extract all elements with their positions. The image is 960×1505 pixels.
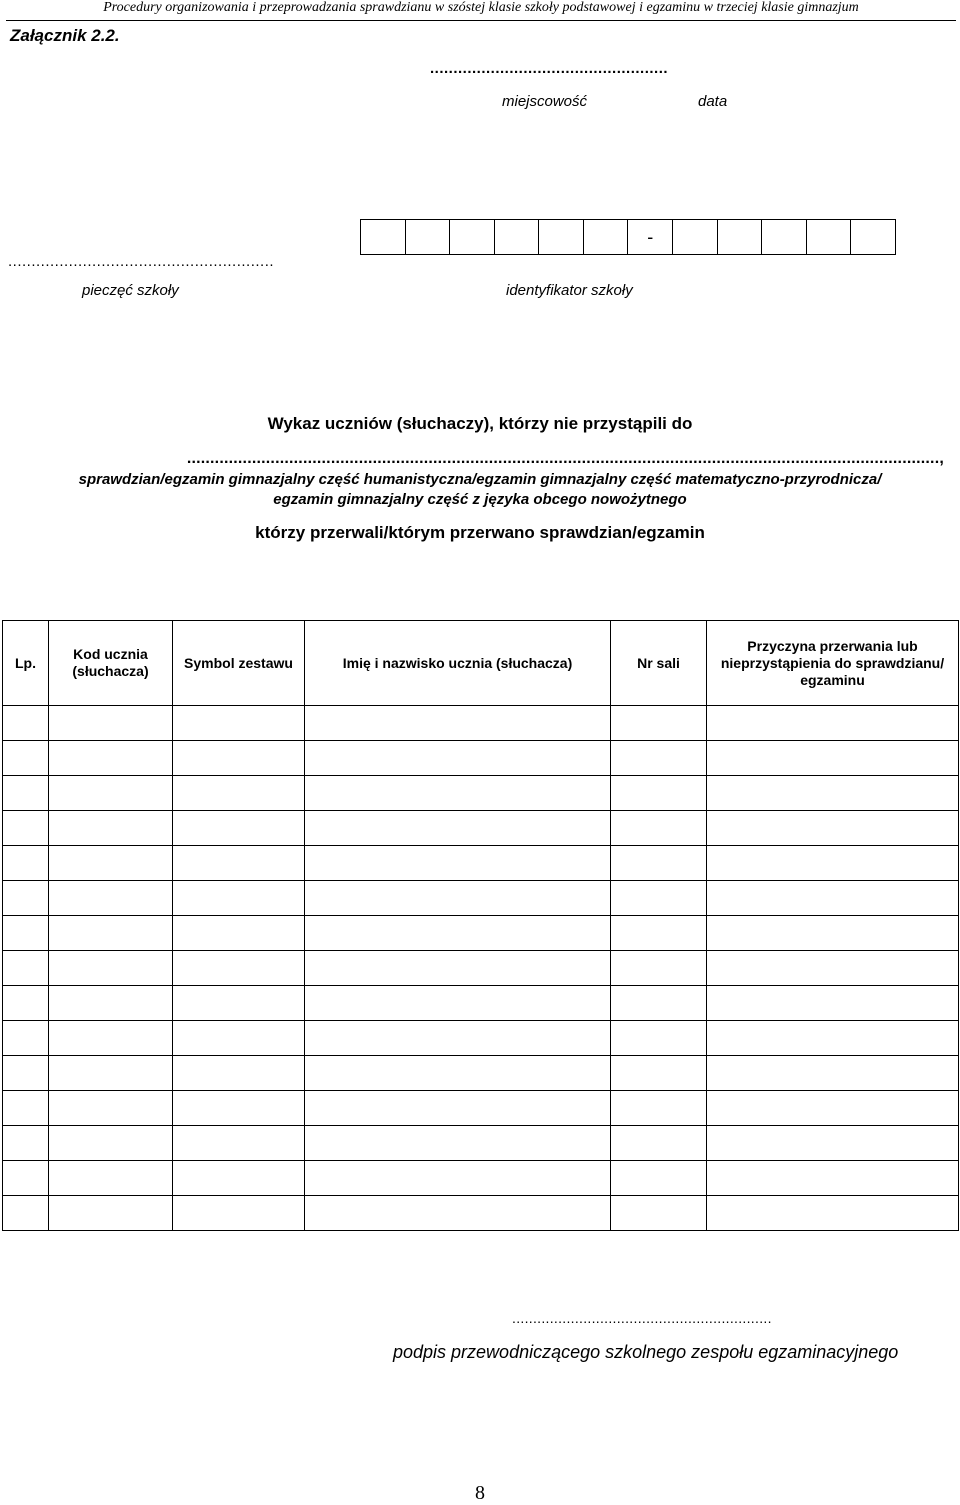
- table-cell[interactable]: [173, 1126, 305, 1161]
- table-cell[interactable]: [305, 776, 611, 811]
- exam-type-list: [0, 470, 960, 510]
- school-id-box[interactable]: [361, 220, 406, 254]
- school-id-box[interactable]: [495, 220, 540, 254]
- table-cell[interactable]: [305, 1056, 611, 1091]
- signature-dots: ..............................................................: [512, 1310, 772, 1326]
- table-cell[interactable]: [611, 1161, 707, 1196]
- table-cell[interactable]: [49, 846, 173, 881]
- table-cell[interactable]: [611, 1091, 707, 1126]
- table-cell[interactable]: [305, 986, 611, 1021]
- table-cell[interactable]: [3, 951, 49, 986]
- school-id-box[interactable]: [673, 220, 718, 254]
- table-cell[interactable]: [707, 776, 959, 811]
- table-cell[interactable]: [173, 916, 305, 951]
- table-cell[interactable]: [611, 916, 707, 951]
- table-cell[interactable]: [305, 706, 611, 741]
- school-id-box[interactable]: [762, 220, 807, 254]
- page-number: 8: [475, 1482, 485, 1504]
- table-row: [3, 846, 959, 881]
- table-cell[interactable]: [3, 1161, 49, 1196]
- table-cell[interactable]: [707, 846, 959, 881]
- table-cell[interactable]: [707, 706, 959, 741]
- table-cell[interactable]: [611, 951, 707, 986]
- exam-type-line-2: egzamin gimnazjalny część z języka obcego nowożytnego: [273, 491, 687, 508]
- table-cell[interactable]: [3, 776, 49, 811]
- table-row: [3, 951, 959, 986]
- table-cell[interactable]: [3, 1021, 49, 1056]
- table-cell[interactable]: [3, 811, 49, 846]
- table-cell[interactable]: [49, 776, 173, 811]
- col-header-lp: Lp.: [3, 621, 49, 706]
- table-cell[interactable]: [3, 1056, 49, 1091]
- table-cell[interactable]: [49, 741, 173, 776]
- table-cell[interactable]: [305, 951, 611, 986]
- table-cell[interactable]: [173, 1056, 305, 1091]
- document-subtitle: którzy przerwali/którym przerwano sprawdzian/egzamin: [255, 523, 705, 542]
- table-row: [3, 1091, 959, 1126]
- place-date-dots: ...................................................: [430, 60, 669, 77]
- table-cell[interactable]: [3, 706, 49, 741]
- table-row: [3, 741, 959, 776]
- table-row: [3, 706, 959, 741]
- school-id-label: identyfikator szkoły: [506, 282, 633, 299]
- table-cell[interactable]: [305, 1196, 611, 1231]
- school-id-box[interactable]: [539, 220, 584, 254]
- table-cell[interactable]: [3, 881, 49, 916]
- table-header-row: [3, 621, 959, 706]
- table-cell[interactable]: [173, 741, 305, 776]
- col-header-student-code: Kod ucznia (słuchacza): [49, 621, 173, 706]
- table-row: [3, 811, 959, 846]
- col-header-set-symbol: Symbol zestawu: [173, 621, 305, 706]
- table-cell[interactable]: [173, 846, 305, 881]
- table-row: [3, 986, 959, 1021]
- table-cell[interactable]: [3, 986, 49, 1021]
- table-cell[interactable]: [611, 1021, 707, 1056]
- table-cell[interactable]: [305, 881, 611, 916]
- table-cell[interactable]: [49, 951, 173, 986]
- col-header-student-name: Imię i nazwisko ucznia (słuchacza): [305, 621, 611, 706]
- annex-label: Załącznik 2.2.: [10, 26, 120, 45]
- running-header: Procedury organizowania i przeprowadzania sprawdzianu w szóstej klasie szkoły podstawowej i egzaminu w trzeciej klasie gimnazjum: [103, 0, 859, 15]
- table-cell[interactable]: [173, 1161, 305, 1196]
- col-header-reason: Przyczyna przerwania lub nieprzystąpienia do sprawdzianu/ egzaminu: [707, 621, 959, 706]
- school-id-box[interactable]: [807, 220, 852, 254]
- table-cell[interactable]: [611, 846, 707, 881]
- table-cell[interactable]: [3, 741, 49, 776]
- col-header-room: Nr sali: [611, 621, 707, 706]
- table-cell[interactable]: [173, 1021, 305, 1056]
- school-id-boxes: [360, 219, 896, 255]
- table-cell[interactable]: [707, 951, 959, 986]
- table-cell[interactable]: [173, 1091, 305, 1126]
- school-id-box[interactable]: [584, 220, 629, 254]
- table-cell[interactable]: [49, 1021, 173, 1056]
- signature-label: podpis przewodniczącego szkolnego zespołu egzaminacyjnego: [393, 1342, 899, 1362]
- table-cell[interactable]: [611, 986, 707, 1021]
- table-cell[interactable]: [707, 986, 959, 1021]
- table-row: [3, 776, 959, 811]
- table-cell[interactable]: [707, 811, 959, 846]
- table-cell[interactable]: [49, 1196, 173, 1231]
- header-rule: [6, 20, 956, 21]
- table-cell[interactable]: [173, 986, 305, 1021]
- table-cell[interactable]: [3, 1196, 49, 1231]
- table-cell[interactable]: [49, 1056, 173, 1091]
- table-cell[interactable]: [707, 881, 959, 916]
- table-cell[interactable]: [305, 1126, 611, 1161]
- table-cell[interactable]: [707, 1021, 959, 1056]
- table-row: [3, 1021, 959, 1056]
- table-cell[interactable]: [3, 1091, 49, 1126]
- place-label: miejscowość: [502, 93, 588, 110]
- table-cell[interactable]: [611, 1196, 707, 1231]
- table-cell[interactable]: [707, 916, 959, 951]
- table-cell[interactable]: [305, 1091, 611, 1126]
- table-cell[interactable]: [707, 1161, 959, 1196]
- stamp-dots: .........................................................: [8, 253, 275, 270]
- table-cell[interactable]: [707, 741, 959, 776]
- table-row: [3, 916, 959, 951]
- table-cell[interactable]: [707, 1091, 959, 1126]
- table-cell[interactable]: [611, 706, 707, 741]
- stamp-label: pieczęć szkoły: [82, 282, 179, 299]
- table-cell[interactable]: [611, 1056, 707, 1091]
- table-row: [3, 881, 959, 916]
- table-cell[interactable]: [611, 881, 707, 916]
- table-cell[interactable]: [305, 1021, 611, 1056]
- table-cell[interactable]: [611, 811, 707, 846]
- table-cell[interactable]: [611, 776, 707, 811]
- table-cell[interactable]: [49, 916, 173, 951]
- school-id-box[interactable]: [406, 220, 451, 254]
- table-cell[interactable]: [3, 916, 49, 951]
- students-table: [2, 620, 959, 1231]
- school-id-box[interactable]: [450, 220, 495, 254]
- table-cell[interactable]: [305, 846, 611, 881]
- school-id-box[interactable]: [851, 220, 895, 254]
- table-cell[interactable]: [3, 846, 49, 881]
- table-cell[interactable]: [707, 1196, 959, 1231]
- table-cell[interactable]: [707, 1126, 959, 1161]
- table-row: [3, 1161, 959, 1196]
- table-cell[interactable]: [707, 1056, 959, 1091]
- date-label: data: [698, 93, 728, 110]
- school-id-box[interactable]: [718, 220, 763, 254]
- document-title: Wykaz uczniów (słuchaczy), którzy nie przystąpili do: [267, 414, 693, 433]
- table-cell[interactable]: [173, 811, 305, 846]
- table-cell[interactable]: [173, 706, 305, 741]
- table-cell[interactable]: [305, 916, 611, 951]
- table-cell[interactable]: [305, 741, 611, 776]
- table-cell[interactable]: [305, 1161, 611, 1196]
- table-cell[interactable]: [49, 706, 173, 741]
- table-cell[interactable]: [49, 811, 173, 846]
- table-cell[interactable]: [49, 1161, 173, 1196]
- table-cell[interactable]: [173, 776, 305, 811]
- school-id-separator: -: [628, 220, 673, 254]
- table-cell[interactable]: [49, 1126, 173, 1161]
- table-cell[interactable]: [611, 741, 707, 776]
- table-row: [3, 1056, 959, 1091]
- table-cell[interactable]: [173, 881, 305, 916]
- table-cell[interactable]: [305, 811, 611, 846]
- table-cell[interactable]: [49, 881, 173, 916]
- table-cell[interactable]: [3, 1126, 49, 1161]
- table-row: [3, 1126, 959, 1161]
- table-cell[interactable]: [611, 1126, 707, 1161]
- table-cell[interactable]: [49, 986, 173, 1021]
- exam-type-line-1: sprawdzian/egzamin gimnazjalny część humanistyczna/egzamin gimnazjalny część matematyczno-przyrodnicza/: [78, 471, 882, 488]
- title-dots: ..................................................................................................................................................................,: [186, 450, 944, 467]
- table-row: [3, 1196, 959, 1231]
- table-cell[interactable]: [49, 1091, 173, 1126]
- table-cell[interactable]: [173, 1196, 305, 1231]
- table-cell[interactable]: [173, 951, 305, 986]
